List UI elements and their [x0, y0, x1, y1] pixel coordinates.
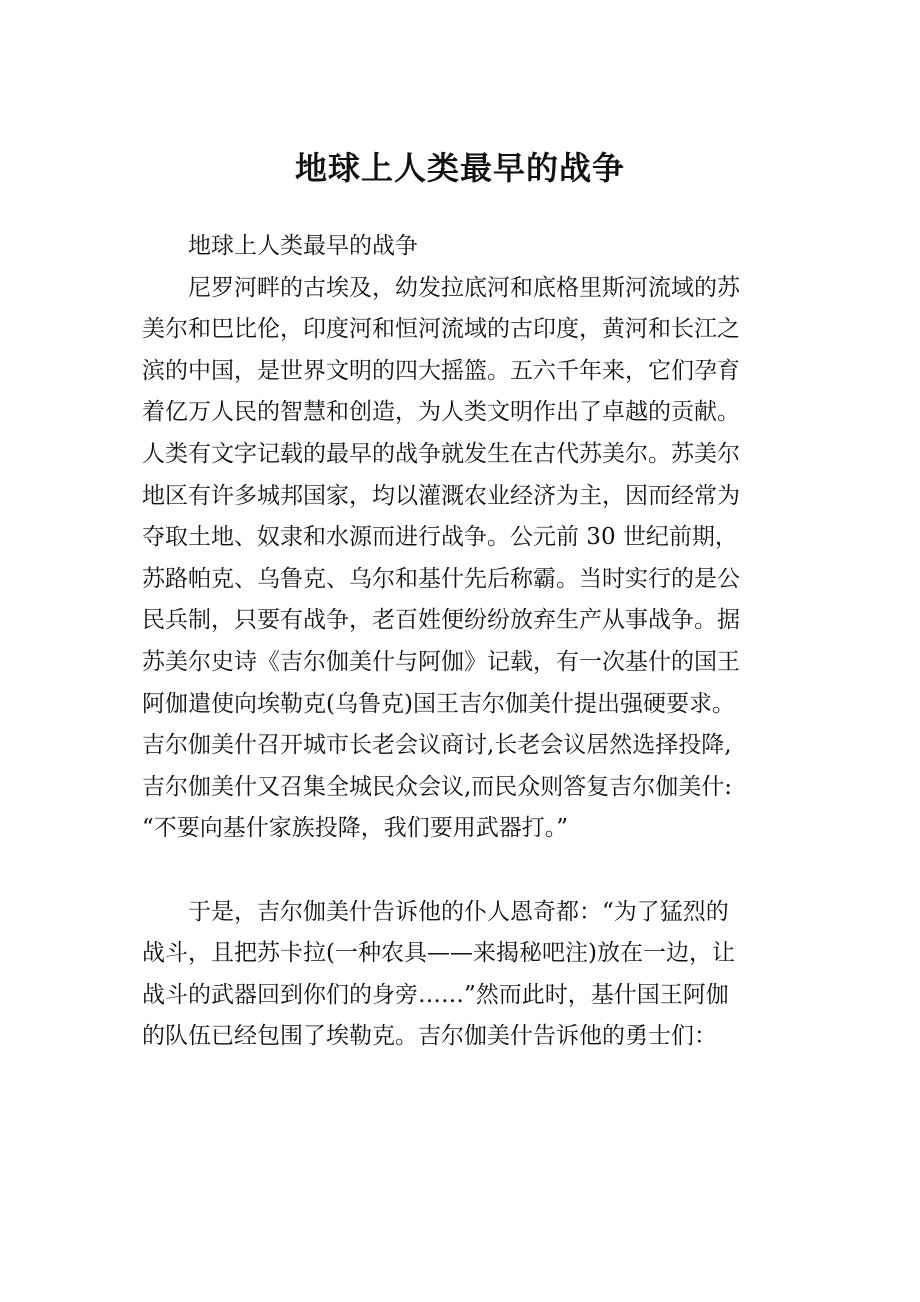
paragraph-line: 尼罗河畔的古埃及，幼发拉底河和底格里斯河流域的苏: [188, 274, 740, 301]
paragraph-line: 吉尔伽美什又召集全城民众会议,而民众则答复吉尔伽美什:: [142, 773, 733, 800]
paragraph-2: [142, 892, 782, 1058]
paragraph-line: 民兵制，只要有战争，老百姓便纷纷放弃生产从事战争。据: [142, 607, 740, 634]
paragraph-line: 着亿万人民的智慧和创造，为人类文明作出了卓越的贡献。: [142, 399, 740, 426]
paragraph-line: 美尔和巴比伦，印度河和恒河流域的古印度，黄河和长江之: [142, 316, 740, 343]
paragraph-line: 人类有文字记载的最早的战争就发生在古代苏美尔。苏美尔: [142, 440, 740, 467]
paragraph-line: 地区有许多城邦国家，均以灌溉农业经济为主，因而经常为: [142, 482, 740, 509]
paragraph-line: 夺取土地、奴隶和水源而进行战争。公元前 30 世纪前期，: [142, 524, 738, 551]
paragraph-line: 滨的中国，是世界文明的四大摇篮。五六千年来，它们孕育: [142, 357, 740, 384]
paragraph-line: 的队伍已经包围了埃勒克。吉尔伽美什告诉他的勇士们：: [142, 1023, 717, 1050]
document-title: 地球上人类最早的战争: [294, 149, 625, 187]
paragraph-line: 于是，吉尔伽美什告诉他的仆人恩奇都：“为了猛烈的: [188, 898, 729, 925]
document-subtitle: 地球上人类最早的战争: [188, 233, 418, 259]
paragraph-line: 苏美尔史诗《吉尔伽美什与阿伽》记载，有一次基什的国王: [142, 648, 740, 675]
paragraph-line: 阿伽遣使向埃勒克(乌鲁克)国王吉尔伽美什提出强硬要求。: [142, 690, 735, 717]
paragraph-line: 吉尔伽美什召开城市长老会议商讨,长老会议居然选择投降,: [142, 732, 732, 759]
paragraph-spacer: [142, 850, 782, 892]
paragraph-line: 战斗，且把苏卡拉(一种农具——来揭秘吧注)放在一边，让: [142, 940, 735, 967]
paragraph-line: 苏路帕克、乌鲁克、乌尔和基什先后称霸。当时实行的是公: [142, 565, 740, 592]
paragraph-line: 战斗的武器回到你们的身旁……”然而此时，基什国王阿伽: [142, 981, 729, 1008]
paragraph-1: [142, 268, 782, 850]
paragraph-line: “不要向基什家族投降，我们要用武器打。”: [142, 815, 569, 842]
document-body: [142, 226, 782, 1058]
